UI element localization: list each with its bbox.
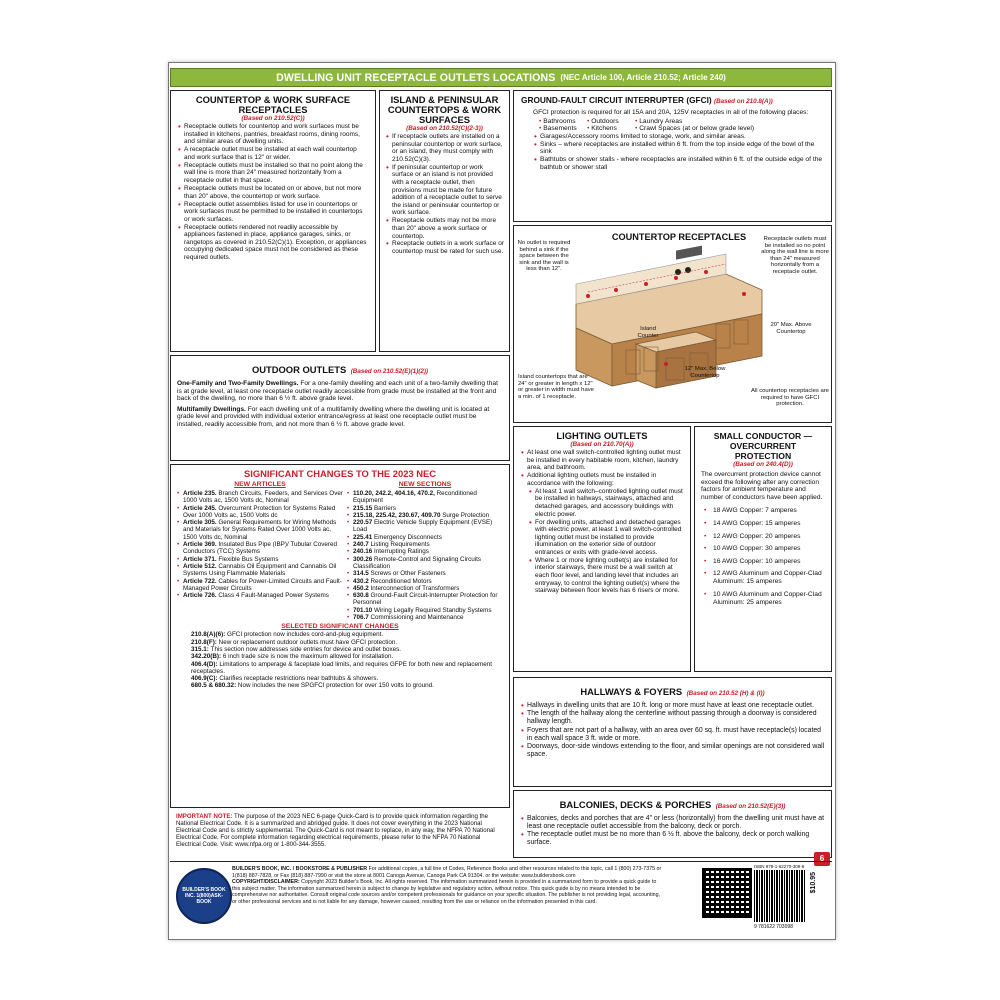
outdoor-p1 <box>177 380 503 403</box>
new-section-value: Reconditioned Equipment <box>352 490 477 505</box>
selected-change-key: 342.20(B): <box>191 653 223 661</box>
lighting-sublist-item: • For dwelling units, attached and detached garages with electric power, at least 1 wall switch-controlled lighting outlet must be installed to provide illumination on the exterior side of outdoor entrances or exits with grade-level access. <box>528 519 684 557</box>
new-section-key: 706.7 <box>352 614 371 622</box>
small-amperes-list <box>701 507 825 607</box>
new-article-key: Article 369. <box>183 541 219 549</box>
selected-change-key: 210.8(F): <box>191 638 219 646</box>
balconies-list <box>520 815 825 847</box>
new-section-value: Interconnection of Transformers <box>370 584 460 592</box>
selected-change-value: Limitations to amperage & faceplate load limits, and requires GFPE for both new and replacement receptacles. <box>191 660 493 675</box>
outdoor-p2-text: For each dwelling unit of a multifamily dwelling where the dwelling unit is located at grade level and provided with individual exterior entrance/egress at least one receptacle outlet must be installed, readily accessible from, and not more than 6 ½ ft. above grade level. <box>177 405 490 428</box>
new-article-key: Article 726. <box>183 592 219 600</box>
gfci-title: GROUND-FAULT CIRCUIT INTERRUPTER (GFCI) <box>521 95 712 105</box>
footer-contact: For additional copies, a full line of Codes, Reference Books and other resources related to this topic, call 1 (800) 273-7375 or 1(818) 887-7828, or Fax (818) 887-7990 or visit the store at 8001 Canoga Avenue, Canoga Park CA 91304. or the website: www.buildersbook.com <box>232 866 662 879</box>
new-section <box>347 534 503 541</box>
new-article-key: Article 722. <box>183 577 219 585</box>
hallways-list-item: • Hallways in dwelling units that are 10 ft. long or more must have at least one receptacle outlet. <box>520 702 825 710</box>
important-note-text <box>176 813 504 848</box>
lighting-ref: (Based on 210.70(A)) <box>570 441 634 448</box>
new-article-value: Cables for Power-Limited Circuits and Fault-Managed Power Circuits <box>183 577 342 592</box>
selected-change <box>191 646 503 653</box>
small-conductor-section <box>694 426 832 672</box>
new-article <box>177 505 343 520</box>
countertop-list <box>177 123 369 262</box>
new-section-key: 450.2 <box>352 584 371 592</box>
qr-code-icon <box>702 868 752 918</box>
selected-change <box>191 653 503 660</box>
balconies-ref: (Based on 210.52(E)(3)) <box>715 803 786 810</box>
countertop-list-item: • Receptacle outlets rendered not readily accessible by appliances fastened in place, appliance garages, sinks, or rangetops as covered in 210.52(C)(1). Exception, or appliances occupying dedicated space must not be considered as these required outlets. <box>177 224 369 262</box>
diagram-note-bottom-left: Island countertops that are 24" or greater in length x 12" or greater in width must have a min. of 1 receptacle. <box>518 374 594 400</box>
selected-change-value: Clarifies receptacle restrictions near bathtubs & showers. <box>219 675 379 683</box>
selected-change <box>191 682 503 689</box>
selected-change-key: 406.9(C): <box>191 675 220 683</box>
diagram-note-right: Receptacle outlets must be installed so no point along the wall line is more than 24" measured horizontally from a receptacle outlet. <box>761 236 829 275</box>
countertop-list-item: • A receptacle outlet must be installed at each wall countertop and work surface that is 12" or wider. <box>177 146 369 161</box>
changes-title: SIGNIFICANT CHANGES TO THE 2023 NEC <box>243 468 437 479</box>
footer-copyright: Copyright 2023 Builder's Book, Inc. All rights reserved. The information summarized herein is provided in a summarized form to provide a quick guide to this subject matter. The information summarized herein is subject to change by legislative and regulatory action, without notice. This quick guide is by no means intended to be comprehensive nor authoritative. Consult original code sources and/or competent professionals for guidance on your specific situation. The publisher is not providing legal, accounting, or other professional services and is not liable for any damage, however caused, resulting from the use or reliance on the information presented in this card. <box>232 879 661 905</box>
countertop-diagram-section <box>513 225 832 423</box>
new-article <box>177 578 343 593</box>
new-article <box>177 490 343 505</box>
footer <box>170 861 832 938</box>
new-article-value: Insulated Bus Pipe (IBP)/ Tubular Covered Conductors (TCC) Systems <box>183 541 338 556</box>
selected-change-value: New or replacement outdoor outlets must have GFCI protection. <box>218 638 398 646</box>
hallways-list-item: • The length of the hallway along the centerline without passing through a doorway is considered hallway length. <box>520 710 825 726</box>
gfci-heading <box>521 95 824 105</box>
banner-title: DWELLING UNIT RECEPTACLE OUTLETS LOCATIONS <box>276 71 556 84</box>
new-section-key: 300.26 <box>352 555 374 563</box>
new-article-value: Class 4 Fault-Managed Power Systems <box>218 592 329 600</box>
new-section <box>347 505 503 512</box>
new-articles-list <box>177 490 343 599</box>
hallways-title: HALLWAYS & FOYERS <box>580 686 683 697</box>
new-section-value: Ground-Fault Circuit-Interrupter Protection for Personnel <box>352 592 498 607</box>
new-section-value: Listing Requirements <box>370 541 430 549</box>
new-article-key: Article 245. <box>183 504 219 512</box>
lighting-list-item: • At least one wall switch-controlled lighting outlet must be installed in every habitable room, kitchen, laundry area, and bathroom. <box>520 449 684 472</box>
countertop-list-item: • Receptacle outlets must be installed so that no point along the wall line is more than 24" measured horizontally from a receptacle outlet in that space. <box>177 162 369 185</box>
new-section <box>347 490 503 505</box>
lighting-section <box>513 426 691 672</box>
countertop-list-item: • Receptacle outlets must be located on or above, but not more than 20" above, the countertop or work surface. <box>177 185 369 200</box>
diagram-max-below: 12" Max. Below Countertop <box>684 366 726 379</box>
new-article <box>177 556 343 563</box>
new-article-value: Cannabis Oil Equipment and Cannabis Oil Systems Using Flammable Materials <box>183 562 337 578</box>
diagram-island-label: Island Counter <box>637 326 659 339</box>
ampere-rating-item: • 18 AWG Copper: 7 amperes <box>701 507 825 515</box>
barcode-icon <box>754 870 806 922</box>
hallways-list-item: • Doorways, door-side windows extending to the floor, and similar openings are not considered wall space. <box>520 743 825 759</box>
new-sections-col <box>347 479 503 621</box>
new-article-key: Article 305. <box>183 519 219 527</box>
new-section-key: 430.2 <box>352 577 371 585</box>
new-section-key: 220.57 <box>352 519 374 527</box>
balconies-list-item: • The receptacle outlet must be no more than 6 ½ ft. above the balcony, deck or porch walking surface. <box>520 831 825 847</box>
new-section-key: 215.18, 225.42, 230.67, 409.70 <box>352 511 443 519</box>
ampere-rating-item: • 14 AWG Copper: 15 amperes <box>701 520 825 528</box>
small-ref: (Based on 240.4(D)) <box>733 461 793 468</box>
new-article-value: General Requirements for Wiring Methods and Materials for Systems Rated Over 1000 Volts ac, 1500 Volts dc, Nominal <box>183 519 337 541</box>
gfci-places-grid <box>539 118 824 133</box>
ampere-rating-item: • 16 AWG Copper: 10 amperes <box>701 558 825 566</box>
diagram-max-above: 20" Max. Above Countertop <box>770 322 812 335</box>
selected-change-value: This section now addresses side entries for device and outlet boxes. <box>210 645 402 653</box>
countertop-list-item: • Receptacle outlets for countertop and work surfaces must be installed in kitchens, pantries, breakfast rooms, dining rooms, and similar areas of dwelling units. <box>177 123 369 146</box>
footer-copyright-line <box>232 879 662 905</box>
new-article-value: Overcurrent Protection for Systems Rated Over 1000 Volts ac, 1500 Volts dc <box>183 504 336 519</box>
new-articles-title: NEW ARTICLES <box>234 481 286 488</box>
barcode-number: 9 781622 703098 <box>754 924 793 930</box>
new-section-value: Interrupting Ratings <box>373 548 429 556</box>
new-sections-list <box>347 490 503 621</box>
kitchen-illustration <box>566 244 766 394</box>
outdoor-ref: (Based on 210.52(E)(1)(2)) <box>350 368 429 375</box>
hallways-ref: (Based on 210.52 (H) & (I)) <box>686 690 765 697</box>
island-ref: (Based on 210.52(C)(2-3)) <box>406 125 483 132</box>
price: $10.95 <box>810 872 817 894</box>
new-section-value: Remote-Control and Signaling Circuits Classification <box>352 555 482 570</box>
outdoor-title: OUTDOOR OUTLETS <box>251 364 347 375</box>
ampere-rating-item: • 10 AWG Copper: 30 amperes <box>701 545 825 553</box>
new-section <box>347 578 503 585</box>
new-section <box>347 592 503 607</box>
selected-change <box>191 631 503 638</box>
new-section-value: Electric Vehicle Supply Equipment (EVSE) Load <box>352 519 493 534</box>
small-intro: The overcurrent protection device cannot exceed the following after any correction factors for ambient temperature and number of conductors have been applied. <box>701 471 823 501</box>
balconies-title: BALCONIES, DECKS & PORCHES <box>559 799 712 810</box>
selected-change-key: 406.4(D): <box>191 660 220 668</box>
new-section <box>347 548 503 555</box>
outdoor-p2-label: Multifamily Dwellings. <box>177 405 246 413</box>
new-section <box>347 570 503 577</box>
isbn: ISBN 978-1-62270-309-8 <box>754 864 805 869</box>
ampere-rating-item: • 12 AWG Copper: 20 amperes <box>701 533 825 541</box>
gfci-ref: (Based on 210.8(A)) <box>713 98 773 105</box>
diagram-note-left: No outlet is required behind a sink if the space between the sink and the wall is less than 12". <box>517 240 571 273</box>
gfci-place: • Basements <box>539 125 587 133</box>
outdoor-p1-text: For a one-family dwelling and each unit of a two-family dwelling that is at grade level, at least one receptacle outlet readily accessible from grade must be installed at the front and back of the dwelling, no more than 6 ½ ft. above grade level. <box>177 380 498 403</box>
selected-change-key: 680.5 & 680.32: <box>191 682 238 690</box>
gfci-place: • Kitchens <box>587 125 635 133</box>
gfci-place: • Bathrooms <box>539 118 587 126</box>
footer-publisher: BUILDER'S BOOK, INC. / BOOKSTORE & PUBLISHER <box>232 866 368 872</box>
new-section-value: Surge Protection <box>442 511 490 519</box>
gfci-list-item: • Garages/Accessory rooms limited to storage, work, and similar areas. <box>533 133 824 141</box>
island-list-item: • If receptacle outlets are installed on a peninsular countertop or work surface, or an island, they must comply with 210.52(C)(3). <box>385 133 504 163</box>
lighting-title: LIGHTING OUTLETS <box>556 430 648 441</box>
new-article-key: Article 512. <box>183 562 219 570</box>
new-section-key: 240.7 <box>352 541 371 549</box>
important-text: The purpose of the 2023 NEC 6-page Quick-Card is to provide quick information regarding the National Electrical Code. It is a summarized and abridged guide. It does not cover everything in the 2023 National Electrical Code and is strictly supplemental. The Quick-Card is not meant to replace, in any way, the NFPA 70 National Electrical Code. For complete information regarding electrical requirements, please refer to the NFPA 70 National Electrical Code. Visit: www.nfpa.org or 1-800-344-3555. <box>176 813 495 848</box>
outdoor-section <box>170 355 510 461</box>
new-article-key: Article 235. <box>183 490 219 497</box>
lighting-sublist-item: • At least 1 wall switch–controlled lighting outlet must be installed in hallways, stairways, attached and detached garages, and accessory buildings with electric power. <box>528 488 684 518</box>
footer-text <box>232 866 662 906</box>
new-section <box>347 556 503 571</box>
gfci-place: • Crawl Spaces (at or below grade level) <box>635 125 824 133</box>
small-title: SMALL CONDUCTOR — OVERCURRENT PROTECTION <box>713 431 813 461</box>
new-section-key: 225.41 <box>352 533 374 541</box>
changes-section <box>170 464 510 808</box>
selected-change-key: 315.1: <box>191 645 211 653</box>
page-number: 6 <box>814 852 830 866</box>
outdoor-p2 <box>177 406 503 429</box>
new-section-key: 314.5 <box>352 570 371 578</box>
new-article <box>177 592 343 599</box>
hallways-list <box>520 702 825 759</box>
selected-change <box>191 675 503 682</box>
lighting-list <box>520 449 684 487</box>
new-article <box>177 563 343 578</box>
footer-copyright-label: COPYRIGHT/DISCLAIMER: <box>232 879 300 886</box>
gfci-place: • Laundry Areas <box>635 118 824 126</box>
gfci-list <box>533 133 824 172</box>
new-section-value: Screws or Other Fasteners <box>370 570 446 578</box>
new-section-key: 110.20, 242.2, 404.16, 470.2, <box>352 490 437 497</box>
new-section-value: Emergency Disconnects <box>373 533 442 541</box>
new-article <box>177 541 343 556</box>
banner-refs: (NEC Article 100, Article 210.52; Article 240) <box>560 73 726 82</box>
island-list-item: • Receptacle outlets may not be more than 20" above a work surface or countertop. <box>385 217 504 240</box>
lighting-sublist <box>528 488 684 595</box>
seal-text: BUILDER'S BOOK INC. 1(800)ASK-BOOK <box>182 887 226 905</box>
new-article-key: Article 371. <box>183 555 219 563</box>
diagram-title: COUNTERTOP RECEPTACLES <box>611 232 747 242</box>
selected-change-value: GFCI protection now includes cord-and-plug equipment. <box>227 631 384 639</box>
gfci-place: • Outdoors <box>587 118 635 126</box>
new-section-value: Reconditioned Motors <box>370 577 432 585</box>
island-list-item: • Receptacle outlets in a work surface or countertop must be rated for such use. <box>385 240 504 255</box>
selected-change <box>191 639 503 646</box>
new-article-value: Flexible Bus Systems <box>218 555 279 563</box>
selected-title: SELECTED SIGNIFICANT CHANGES <box>281 623 399 631</box>
main-banner <box>170 68 832 87</box>
countertop-list-item: • Receptacle outlet assemblies listed for use in countertops or work surfaces must be permitted to be installed in countertops or work surfaces. <box>177 201 369 224</box>
new-section-value: Barriers <box>373 504 396 512</box>
ampere-rating-item: • 12 AWG Aluminum and Copper-Clad Aluminum: 15 amperes <box>701 570 825 586</box>
new-section <box>347 614 503 621</box>
hallways-heading <box>520 682 825 700</box>
new-section <box>347 541 503 548</box>
new-section-key: 701.10 <box>352 606 374 614</box>
footer-contact-line <box>232 866 662 879</box>
countertop-ref: (Based on 210.52(C)) <box>241 115 305 122</box>
new-section <box>347 607 503 614</box>
lighting-list-item: • Additional lighting outlets must be installed in accordance with the following: <box>520 472 684 487</box>
selected-change-value: 6 inch trade size is now the maximum allowed for installation. <box>222 653 394 661</box>
important-label: IMPORTANT NOTE: <box>176 813 233 820</box>
outdoor-p1-label: One-Family and Two-Family Dwellings. <box>177 380 299 387</box>
balconies-list-item: • Balconies, decks and porches that are 4" or less (horizontally) from the dwelling unit must have at least one receptacle outlet accessible from the balcony, deck or porch. <box>520 815 825 831</box>
new-section <box>347 519 503 534</box>
new-section-key: 630.8 <box>352 592 371 600</box>
island-title: ISLAND & PENINSULAR COUNTERTOPS & WORK SURFACES <box>387 94 502 125</box>
new-articles-col <box>177 479 343 621</box>
new-section-value: Commissioning and Maintenance <box>370 614 464 622</box>
new-article-value: Branch Circuits, Feeders, and Services Over 1000 Volts ac, 1500 Volts dc, Nominal <box>183 490 343 505</box>
gfci-intro: GFCI protection is required for all 15A and 20A, 125V receptacles in all of the following places: <box>533 109 809 116</box>
countertop-title: COUNTERTOP & WORK SURFACE RECEPTACLES <box>195 94 351 115</box>
new-section-key: 240.16 <box>352 548 374 556</box>
balconies-section <box>513 790 832 858</box>
hallways-section <box>513 677 832 787</box>
new-section-key: 215.15 <box>352 504 374 512</box>
selected-change <box>191 661 503 676</box>
selected-list <box>177 631 503 689</box>
new-section <box>347 585 503 592</box>
outdoor-heading <box>177 360 503 378</box>
new-section-value: Wiring Legally Required Standby Systems <box>373 606 492 614</box>
hallways-list-item: • Foyers that are not part of a hallway, with an area over 60 sq. ft. must have receptacle(s) located in each wall space 3 ft. wide or more. <box>520 727 825 743</box>
new-sections-title: NEW SECTIONS <box>398 481 452 488</box>
island-list-item: • If peninsular countertop or work surface or an island is not provided with a receptacle outlet, then provisions must be made for future addition of a receptacle outlet to serve the island or peninsular countertop or work surface. <box>385 164 504 217</box>
ampere-rating-item: • 10 AWG Aluminum and Copper-Clad Aluminum: 25 amperes <box>701 591 825 607</box>
selected-change-value: Now includes the new SPGFCI protection for over 150 volts to ground. <box>237 682 434 690</box>
island-list <box>385 133 504 256</box>
important-note <box>170 810 510 858</box>
diagram-note-bottom-right: All countertop receptacles are required to have GFCI protection. <box>751 388 829 408</box>
gfci-list-item: • Sinks – where receptacles are installed within 6 ft. from the top inside edge of the bowl of the sink <box>533 141 824 156</box>
gfci-list-item: • Bathtubs or shower stalls - where receptacles are installed within 6 ft. of the outside edge of the bathtub or shower stall <box>533 156 824 171</box>
balconies-heading <box>520 795 825 813</box>
publisher-seal-logo <box>176 868 232 924</box>
new-article <box>177 519 343 541</box>
countertop-section <box>170 90 376 352</box>
lighting-sublist-item: • Where 1 or more lighting outlet(s) are installed for interior stairways, there must be a wall switch at each floor level, and landing level that includes an entryway, to control the lighting outlet(s) where the stairway between floor levels has 6 risers or more. <box>528 557 684 595</box>
island-section <box>379 90 510 352</box>
new-section <box>347 512 503 519</box>
selected-change-key: 210.8(A)(6): <box>191 631 228 639</box>
gfci-section <box>513 90 832 222</box>
